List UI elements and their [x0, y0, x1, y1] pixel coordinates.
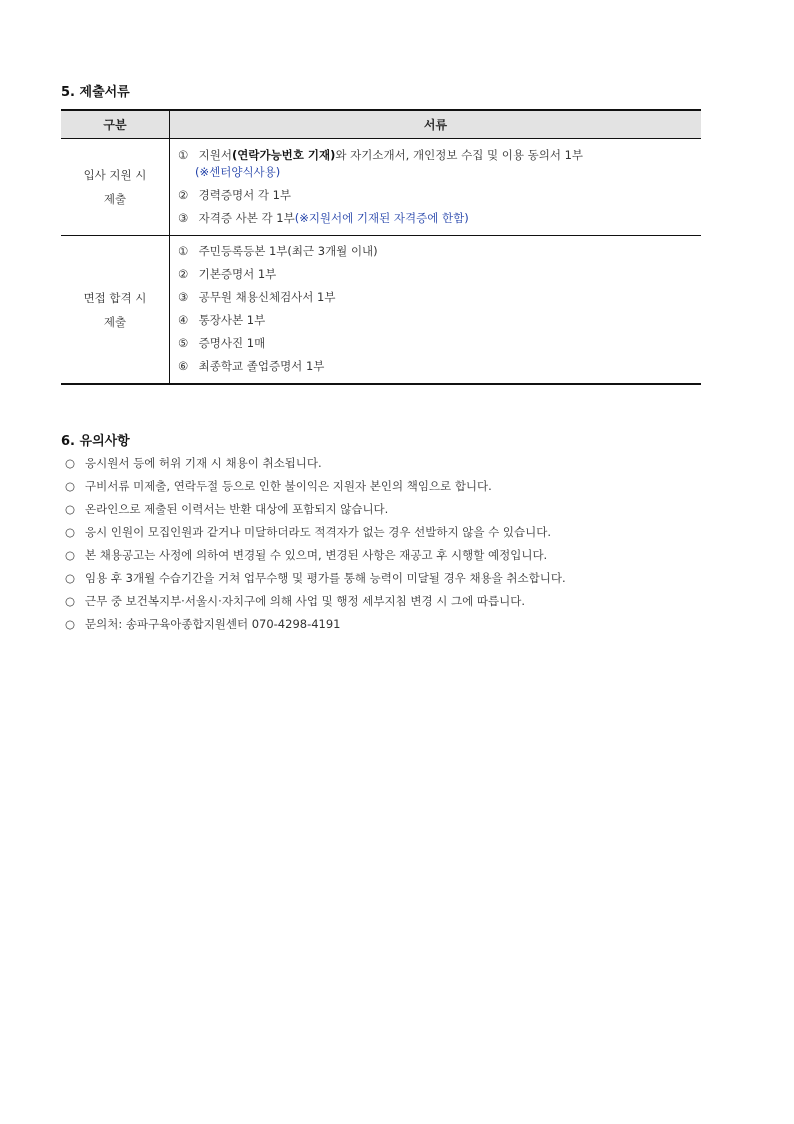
- item-number: ⑤: [178, 336, 189, 350]
- category-interview: [61, 236, 170, 385]
- circle-bullet-icon: ○: [65, 571, 76, 585]
- list-item: [178, 286, 701, 309]
- item-text: 자격증 사본 각 1부: [195, 211, 295, 225]
- circle-bullet-icon: ○: [65, 594, 76, 608]
- category-label-line2: 제출: [103, 314, 127, 329]
- item-text: 주민등록등본 1부(최근 3개월 이내): [195, 244, 378, 258]
- section-title-notices: 6. 유의사항: [61, 434, 130, 449]
- item-note: (※센터양식사용): [195, 165, 281, 179]
- notice-text: 응시 인원이 모집인원과 같거나 미달하더라도 적격자가 없는 경우 선발하지 않을 수 있습니다.: [85, 525, 552, 539]
- notice-text: 근무 중 보건복지부·서울시·자치구에 의해 사업 및 행정 세부지침 변경 시 그에 따릅니다.: [85, 594, 525, 608]
- item-number: ②: [178, 267, 189, 281]
- notices-list: [65, 452, 566, 636]
- category-label-line1: 면접 합격 시: [83, 290, 147, 305]
- item-number: ①: [178, 148, 189, 162]
- category-label-line1: 입사 지원 시: [83, 168, 147, 182]
- list-item: [65, 521, 566, 544]
- table-row-interview: [61, 236, 701, 385]
- circle-bullet-icon: ○: [65, 456, 76, 470]
- circle-bullet-icon: ○: [65, 617, 76, 631]
- list-item: [65, 498, 566, 521]
- item-text: 증명사진 1매: [195, 336, 266, 350]
- notice-text: 온라인으로 제출된 이력서는 반환 대상에 포함되지 않습니다.: [85, 502, 389, 516]
- circle-bullet-icon: ○: [65, 479, 76, 493]
- list-item: [178, 355, 701, 378]
- interview-documents: [170, 236, 702, 385]
- list-item: [178, 184, 701, 207]
- list-item: [65, 475, 566, 498]
- item-text: 경력증명서 각 1부: [195, 188, 292, 202]
- header-category: 구분: [61, 110, 170, 139]
- item-text: 통장사본 1부: [195, 313, 266, 327]
- notice-text: 본 채용공고는 사정에 의하여 변경될 수 있으며, 변경된 사항은 재공고 후 시행할 예정입니다.: [85, 548, 548, 562]
- list-item: [178, 332, 701, 355]
- notice-text: 문의처: 송파구육아종합지원센터 070-4298-4191: [85, 617, 341, 631]
- list-item: [178, 143, 701, 164]
- item-text: 지원서: [195, 148, 232, 162]
- submission-documents-table: [61, 109, 701, 385]
- item-number: ①: [178, 244, 189, 258]
- item-number: ②: [178, 188, 189, 202]
- list-item: [65, 613, 566, 636]
- list-item: [65, 590, 566, 613]
- circle-bullet-icon: ○: [65, 548, 76, 562]
- item-number: ③: [178, 211, 189, 225]
- circle-bullet-icon: ○: [65, 502, 76, 516]
- category-application: [61, 139, 170, 236]
- item-number: ③: [178, 290, 189, 304]
- list-item: [65, 452, 566, 475]
- list-item: [178, 263, 701, 286]
- section-title-submission-documents: 5. 제출서류: [61, 85, 130, 100]
- item-emphasis: (연락가능번호 기재): [231, 148, 336, 162]
- circle-bullet-icon: ○: [65, 525, 76, 539]
- item-note: (※지원서에 기재된 자격증에 한함): [294, 211, 469, 225]
- list-item: [178, 240, 701, 263]
- list-item: [65, 567, 566, 590]
- notice-text: 응시원서 등에 허위 기재 시 채용이 취소됩니다.: [85, 456, 322, 470]
- item-text-continued: 와 자기소개서, 개인정보 수집 및 이용 동의서 1부: [335, 148, 584, 162]
- header-documents: 서류: [170, 110, 702, 139]
- table-header-row: [61, 110, 701, 139]
- list-item: [178, 207, 701, 230]
- notice-text: 구비서류 미제출, 연락두절 등으로 인한 불이익은 지원자 본인의 책임으로 합니다.: [85, 479, 492, 493]
- notice-text: 임용 후 3개월 수습기간을 거쳐 업무수행 및 평가를 통해 능력이 미달될 경우 채용을 취소합니다.: [85, 571, 566, 585]
- item-text: 공무원 채용신체검사서 1부: [195, 290, 336, 304]
- application-documents: [170, 139, 702, 236]
- list-item: [65, 544, 566, 567]
- category-label-line2: 제출: [103, 192, 127, 206]
- item-number: ⑥: [178, 359, 189, 373]
- item-number: ④: [178, 313, 189, 327]
- table-row-application: [61, 139, 701, 236]
- item-text: 기본증명서 1부: [195, 267, 277, 281]
- item-text: 최종학교 졸업증명서 1부: [195, 359, 325, 373]
- list-item: [178, 309, 701, 332]
